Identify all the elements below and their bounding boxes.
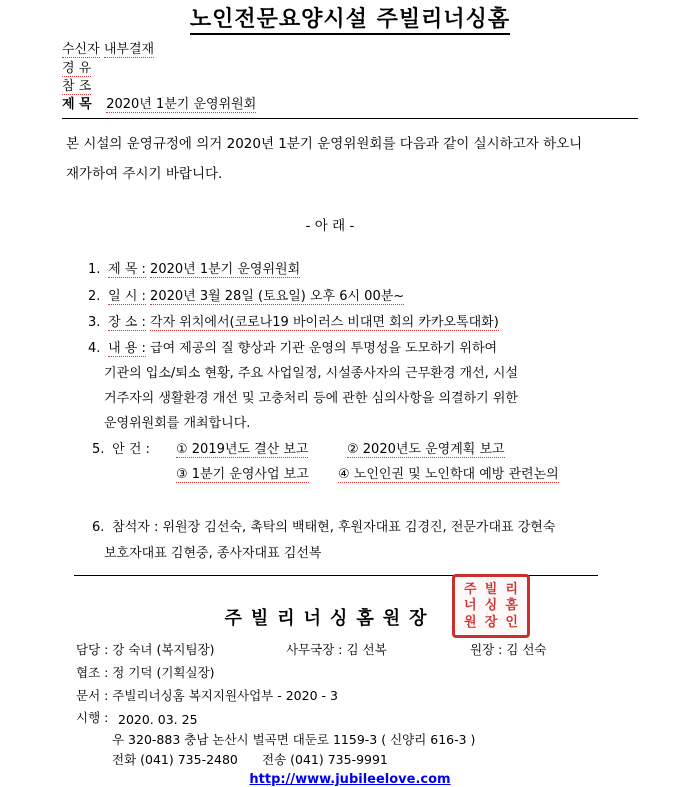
agenda-4: ④ 노인인권 및 노인학대 예방 관련논의 [338, 467, 559, 482]
item-datetime [88, 285, 404, 304]
item-number: 2. [88, 289, 101, 304]
fax: 전송 (041) 735-9991 [262, 752, 388, 767]
staff-director: 원장 : 김 선숙 [470, 642, 547, 657]
recipient-label: 수신자 [62, 42, 100, 57]
website-row [0, 768, 700, 787]
agenda-3: ③ 1분기 운영사업 보고 [176, 467, 309, 482]
intro-line-2: 재가하여 주시기 바랍니다. [66, 166, 223, 182]
item-label: 내 용 : [108, 341, 146, 356]
item-content [88, 337, 497, 356]
item-value: 2020년 1분기 운영위원회 [150, 262, 301, 277]
item-place [88, 311, 499, 330]
agenda-2: ② 2020년도 운영계획 보고 [347, 442, 505, 457]
staff-manager: 담당 : 강 숙녀 (복지팀장) [76, 642, 215, 657]
seal-char: 장 [484, 614, 498, 630]
seal-char: 너 [464, 598, 477, 614]
seal-char: 빌 [484, 581, 498, 597]
doc-number: 문서 : 주빌리너싱홈 복지지원사업부 - 2020 - 3 [76, 688, 338, 703]
address: 우 320-883 충남 논산시 벌곡면 대둔로 1159-3 ( 신양리 616-3 ) [112, 732, 476, 747]
website-link[interactable]: http://www.jubileelove.com [249, 772, 451, 787]
subject-label: 제 목 [62, 97, 92, 112]
document-title [0, 2, 700, 33]
item-label: 장 소 : [108, 315, 146, 330]
intro-line-1: 본 시설의 운영규정에 의거 2020년 1분기 운영위원회를 다음과 같이 실시하고자 하오니 [66, 136, 583, 152]
item-label: 참석자 : [112, 520, 159, 535]
item-label: 제 목 : [108, 262, 146, 277]
seal-char: 리 [505, 581, 518, 597]
seal-char: 싱 [484, 598, 498, 614]
recipient-value: 내부결재 [103, 42, 155, 57]
recipient-row [62, 38, 154, 57]
header-divider [62, 118, 638, 119]
attendees-line-2: 보호자대표 김현중, 종사자대표 김선복 [104, 546, 322, 561]
content-line-4: 운영위원회를 개최합니다. [104, 416, 251, 431]
below-marker: - 아 래 - [305, 218, 355, 234]
seal-char: 인 [505, 614, 518, 630]
phone: 전화 (041) 735-2480 [112, 752, 238, 767]
item-agenda [92, 438, 150, 457]
content-line-2: 기관의 입소/퇴소 현황, 주요 사업일정, 시설종사자의 근무환경 개선, 시설 [104, 366, 519, 381]
item-subject [88, 258, 300, 277]
ref-label: 참 조 [62, 79, 92, 94]
date-label: 시행 : [76, 710, 109, 725]
official-seal [452, 574, 530, 638]
issuer-name: 주빌리너싱홈원장 [224, 608, 436, 629]
agenda-1: ① 2019년도 결산 보고 [176, 442, 309, 457]
subject-value: 2020년 1분기 운영위원회 [106, 97, 257, 112]
seal-char: 주 [464, 581, 477, 597]
item-label: 일 시 : [108, 289, 146, 304]
via-label: 경 유 [62, 61, 92, 76]
attendees-line-1: 위원장 김선숙, 촉탁의 백태현, 후원자대표 김경진, 전문가대표 강현숙 [162, 520, 556, 535]
ref-row [62, 75, 91, 94]
seal-char: 원 [464, 614, 477, 630]
item-number: 4. [88, 341, 101, 356]
staff-cooperation: 협조 : 정 기덕 (기획실장) [76, 665, 215, 680]
content-line-3: 거주자의 생활환경 개선 및 고충처리 등에 관한 심의사항을 의결하기 위한 [104, 391, 518, 406]
item-attendees [92, 516, 555, 535]
enforcement-date [76, 708, 108, 726]
via-row [62, 57, 91, 76]
seal-characters [460, 581, 522, 631]
item-number: 1. [88, 262, 101, 277]
staff-secretary: 사무국장 : 김 선복 [286, 642, 387, 657]
item-value: 2020년 3월 28일 (토요일) 오후 6시 00분~ [150, 289, 405, 304]
item-number: 5. [92, 442, 105, 457]
seal-char: 홈 [505, 598, 518, 614]
content-line-1: 급여 제공의 질 향상과 기관 운영의 투명성을 도모하기 위하여 [150, 341, 498, 356]
item-label: 안 건 : [112, 442, 150, 457]
date-value: 2020. 03. 25 [118, 712, 198, 727]
item-number: 3. [88, 315, 101, 330]
title-text: 노인전문요양시설 주빌리너싱홈 [190, 7, 510, 35]
subject-row [62, 93, 256, 112]
item-value: 각자 위치에서(코로나19 바이러스 비대면 회의 카카오톡대화) [150, 315, 499, 330]
item-number: 6. [92, 520, 105, 535]
